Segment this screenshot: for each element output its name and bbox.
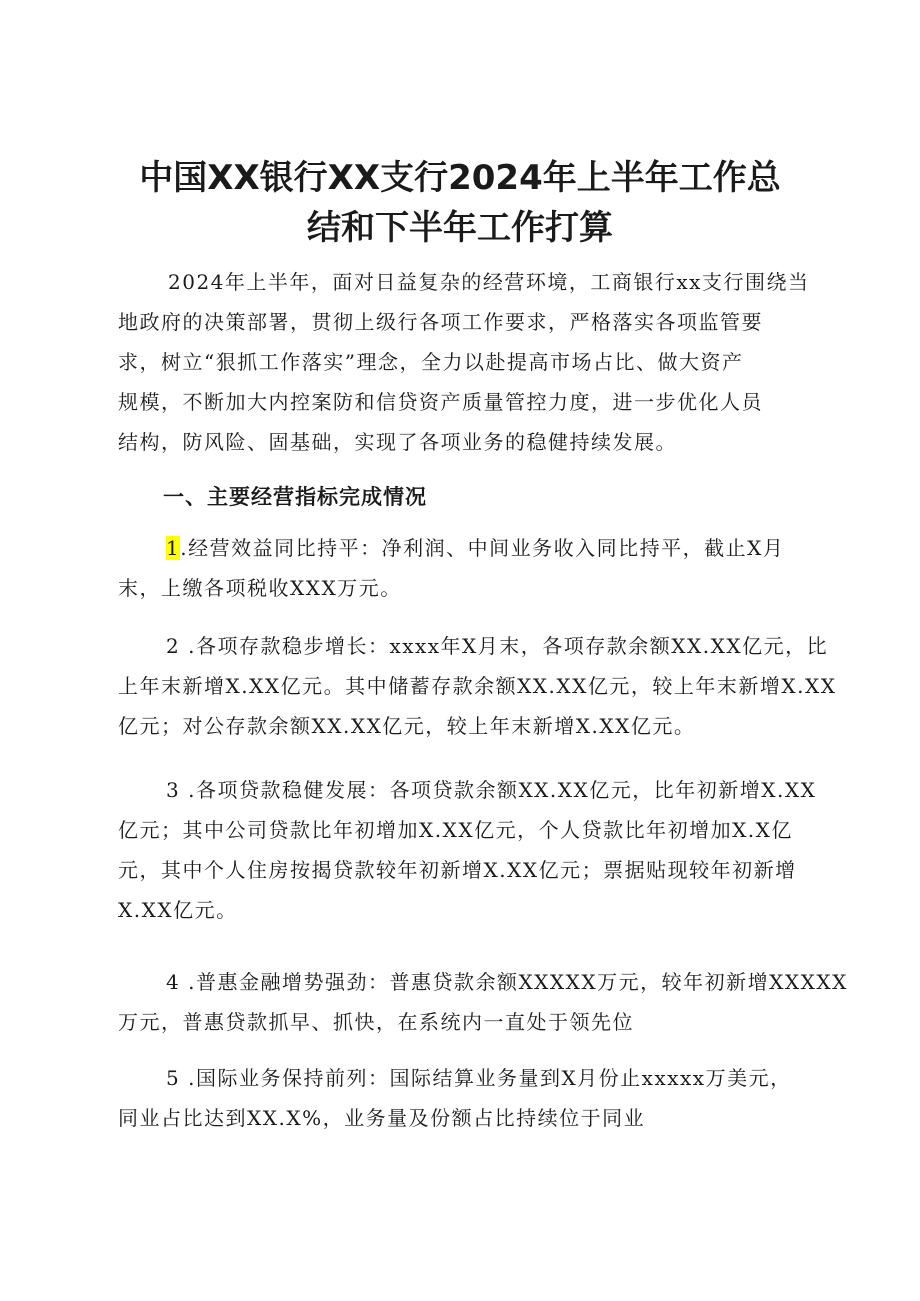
item-4-line: 万元，普惠贷款抓早、抓快，在系统内一直处于领先位 xyxy=(118,1010,634,1034)
section-heading: 一、主要经营指标完成情况 xyxy=(163,485,427,509)
intro-line: 2024年上半年，面对日益复杂的经营环境，工商银行xx支行围绕当 xyxy=(168,270,810,294)
intro-line: 规模，不断加大内控案防和信贷资产质量管控力度，进一步优化人员 xyxy=(118,390,763,414)
intro-line: 求，树立“狠抓工作落实”理念，全力以赴提高市场占比、做大资产 xyxy=(118,350,744,374)
item-3-line: X.XX亿元。 xyxy=(118,898,238,922)
item-3-line: 元，其中个人住房按揭贷款较年初新增X.XX亿元；票据贴现较年初新增 xyxy=(118,858,797,882)
item-1-paragraph xyxy=(118,528,818,608)
document-title-line-2: 结和下半年工作打算 xyxy=(307,208,613,248)
item-3-line: 3 .各项贷款稳健发展：各项贷款余额XX.XX亿元，比年初新增X.XX xyxy=(166,778,817,802)
item-4-line: 4 .普惠金融增势强劲：普惠贷款余额XXXXX万元，较年初新增XXXXX xyxy=(166,970,848,994)
item-1-line: 末，上缴各项税收XXX万元。 xyxy=(118,576,402,600)
item-2-line: 2 .各项存款稳步增长：xxxx年X月末，各项存款余额XX.XX亿元，比 xyxy=(166,634,829,658)
item-2-line: 上年末新增X.XX亿元。其中储蓄存款余额XX.XX亿元，较上年末新增X.XX xyxy=(118,674,837,698)
item-2-line: 亿元；对公存款余额XX.XX亿元，较上年末新增X.XX亿元。 xyxy=(118,714,696,738)
item-1-line xyxy=(118,528,818,568)
item-5-line: 5 .国际业务保持前列：国际结算业务量到X月份止xxxxx万美元， xyxy=(166,1066,792,1090)
item-2-paragraph xyxy=(118,626,837,746)
document-title-line-1: 中国XX银行XX支行2024年上半年工作总 xyxy=(139,158,781,198)
item-3-line: 亿元；其中公司贷款比年初增加X.XX亿元，个人贷款比年初增加X.X亿 xyxy=(118,818,793,842)
item-5-line: 同业占比达到XX.X%，业务量及份额占比持续位于同业 xyxy=(118,1106,646,1130)
item-4-paragraph xyxy=(118,962,848,1042)
intro-paragraph xyxy=(118,262,818,462)
intro-line: 结构，防风险、固基础，实现了各项业务的稳健持续发展。 xyxy=(118,430,677,454)
item-1-text: .经营效益同比持平：净利润、中间业务收入同比持平，截止X月 xyxy=(180,536,785,560)
item-5-paragraph xyxy=(118,1058,818,1138)
highlighted-number: 1 xyxy=(166,536,181,560)
intro-line: 地政府的决策部署，贯彻上级行各项工作要求，严格落实各项监管要 xyxy=(118,310,763,334)
item-3-paragraph xyxy=(118,770,818,930)
